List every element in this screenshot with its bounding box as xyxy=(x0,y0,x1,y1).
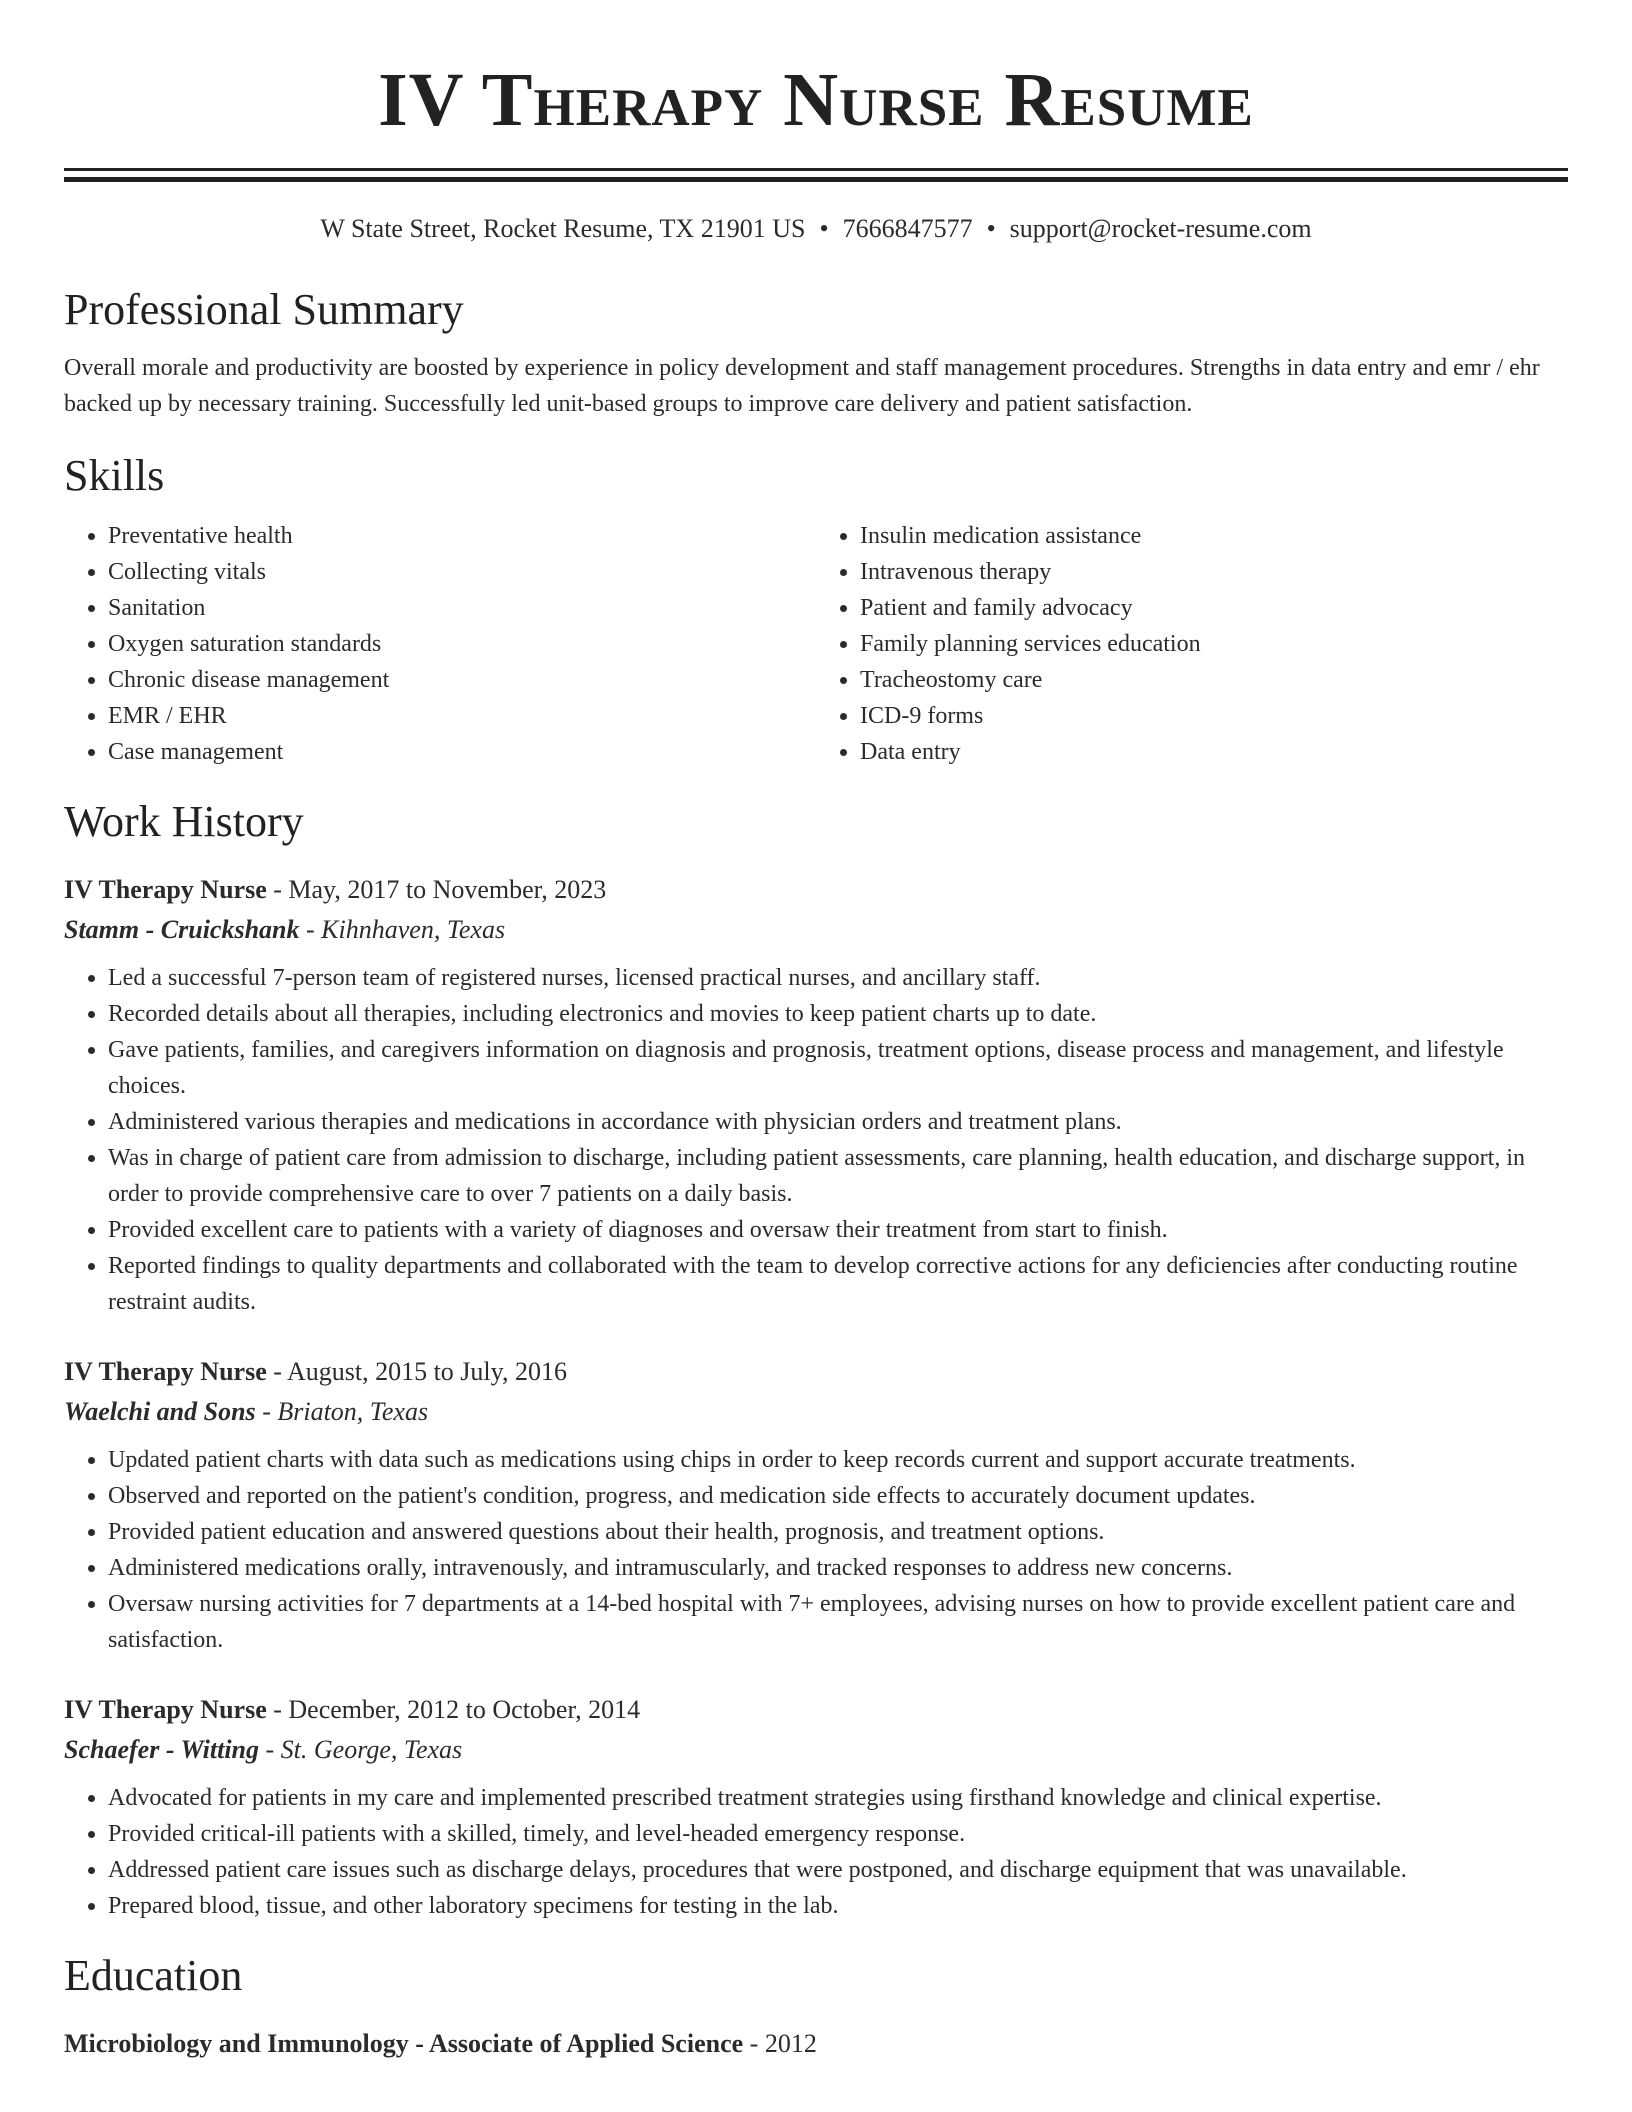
skills-heading: Skills xyxy=(64,451,165,500)
skill-item: • Chronic disease management xyxy=(108,662,816,698)
skill-item: • Case management xyxy=(108,734,816,770)
duty-item: • Observed and reported on the patient's condition, progress, and medication side effects to accurately document updates. xyxy=(108,1478,1568,1514)
skill-item: • Insulin medication assistance xyxy=(860,518,1568,554)
duty-item: • Was in charge of patient care from admission to discharge, including patient assessments, care planning, health education, and discharge support, in order to provide comprehensive care to over 7 patients on a daily basis. xyxy=(108,1140,1568,1212)
company-location: - Briaton, Texas xyxy=(255,1397,429,1426)
job-dates: - December, 2012 to October, 2014 xyxy=(266,1695,641,1724)
job-title-line xyxy=(64,870,1568,910)
summary-heading: Professional Summary xyxy=(64,285,464,334)
contact-line xyxy=(64,212,1568,246)
duty-item: • Recorded details about all therapies, including electronics and movies to keep patient charts up to date. xyxy=(108,996,1568,1032)
skill-item: • Collecting vitals xyxy=(108,554,816,590)
job-title: IV Therapy Nurse xyxy=(64,1357,267,1386)
job-duties xyxy=(64,1442,1568,1658)
resume-title: IV Therapy Nurse Resume xyxy=(378,58,1254,142)
job-title: IV Therapy Nurse xyxy=(64,875,267,904)
skill-item: • Intravenous therapy xyxy=(860,554,1568,590)
job-duties xyxy=(64,1780,1568,1924)
work-history-heading: Work History xyxy=(64,797,304,846)
skill-item: • ICD-9 forms xyxy=(860,698,1568,734)
skill-item: • Sanitation xyxy=(108,590,816,626)
skill-item: • Data entry xyxy=(860,734,1568,770)
company-name: Waelchi and Sons xyxy=(64,1397,256,1426)
skill-item: • Patient and family advocacy xyxy=(860,590,1568,626)
duty-item: • Provided patient education and answered questions about their health, prognosis, and treatment options. xyxy=(108,1514,1568,1550)
contact-address: W State Street, Rocket Resume, TX 21901 US xyxy=(320,214,806,243)
duty-item: • Provided critical-ill patients with a skilled, timely, and level-headed emergency response. xyxy=(108,1816,1568,1852)
duty-item: • Gave patients, families, and caregivers information on diagnosis and prognosis, treatment options, disease process and management, and lifestyle choices. xyxy=(108,1032,1568,1104)
company-line xyxy=(64,910,1568,950)
title-divider-thin xyxy=(64,168,1568,171)
duty-item: • Updated patient charts with data such as medications using chips in order to keep records current and support accurate treatments. xyxy=(108,1442,1568,1478)
duty-item: • Prepared blood, tissue, and other laboratory specimens for testing in the lab. xyxy=(108,1888,1568,1924)
skills-column-right xyxy=(816,518,1568,770)
job-title-line xyxy=(64,1690,1568,1730)
contact-email: support@rocket-resume.com xyxy=(1009,214,1312,243)
education-heading: Education xyxy=(64,1951,243,2000)
contact-separator: • xyxy=(986,214,996,243)
contact-phone: 7666847577 xyxy=(842,214,973,243)
skill-item: • Family planning services education xyxy=(860,626,1568,662)
duty-item: • Administered medications orally, intravenously, and intramuscularly, and tracked responses to address new concerns. xyxy=(108,1550,1568,1586)
job-dates: - August, 2015 to July, 2016 xyxy=(266,1357,567,1386)
summary-text: Overall morale and productivity are boosted by experience in policy development and staff management procedures. Strengths in data entry and emr / ehr backed up by necessary training. Successfully led unit-based groups to improve care delivery and patient satisfaction. xyxy=(64,355,1540,417)
company-location: - Kihnhaven, Texas xyxy=(299,915,506,944)
job-entry xyxy=(64,1352,1568,1658)
skill-item: • EMR / EHR xyxy=(108,698,816,734)
job-duties xyxy=(64,960,1568,1320)
duty-item: • Reported findings to quality departments and collaborated with the team to develop corrective actions for any deficiencies after conducting routine restraint audits. xyxy=(108,1248,1568,1320)
job-dates: - May, 2017 to November, 2023 xyxy=(266,875,607,904)
company-name: Schaefer - Witting xyxy=(64,1735,260,1764)
skills-list xyxy=(64,518,1568,770)
education-degree: Microbiology and Immunology - Associate of Applied Science xyxy=(64,2029,744,2058)
education-year: - 2012 xyxy=(743,2029,817,2058)
job-title-line xyxy=(64,1352,1568,1392)
duty-item: • Led a successful 7-person team of registered nurses, licensed practical nurses, and ancillary staff. xyxy=(108,960,1568,996)
company-location: - St. George, Texas xyxy=(259,1735,463,1764)
job-title: IV Therapy Nurse xyxy=(64,1695,267,1724)
job-entry xyxy=(64,1690,1568,1924)
duty-item: • Oversaw nursing activities for 7 departments at a 14-bed hospital with 7+ employees, advising nurses on how to provide excellent patient care and satisfaction. xyxy=(108,1586,1568,1658)
duty-item: • Provided excellent care to patients with a variety of diagnoses and oversaw their treatment from start to finish. xyxy=(108,1212,1568,1248)
duty-item: • Addressed patient care issues such as discharge delays, procedures that were postponed, and discharge equipment that was unavailable. xyxy=(108,1852,1568,1888)
skill-item: • Oxygen saturation standards xyxy=(108,626,816,662)
company-name: Stamm - Cruickshank xyxy=(64,915,300,944)
company-line xyxy=(64,1730,1568,1770)
job-entry xyxy=(64,870,1568,1320)
contact-separator: • xyxy=(819,214,829,243)
skill-item: • Preventative health xyxy=(108,518,816,554)
skill-item: • Tracheostomy care xyxy=(860,662,1568,698)
education-entry xyxy=(64,2024,1568,2064)
duty-item: • Administered various therapies and medications in accordance with physician orders and treatment plans. xyxy=(108,1104,1568,1140)
skills-column-left xyxy=(64,518,816,770)
title-divider-thick xyxy=(64,177,1568,182)
company-line xyxy=(64,1392,1568,1432)
duty-item: • Advocated for patients in my care and implemented prescribed treatment strategies using firsthand knowledge and clinical expertise. xyxy=(108,1780,1568,1816)
